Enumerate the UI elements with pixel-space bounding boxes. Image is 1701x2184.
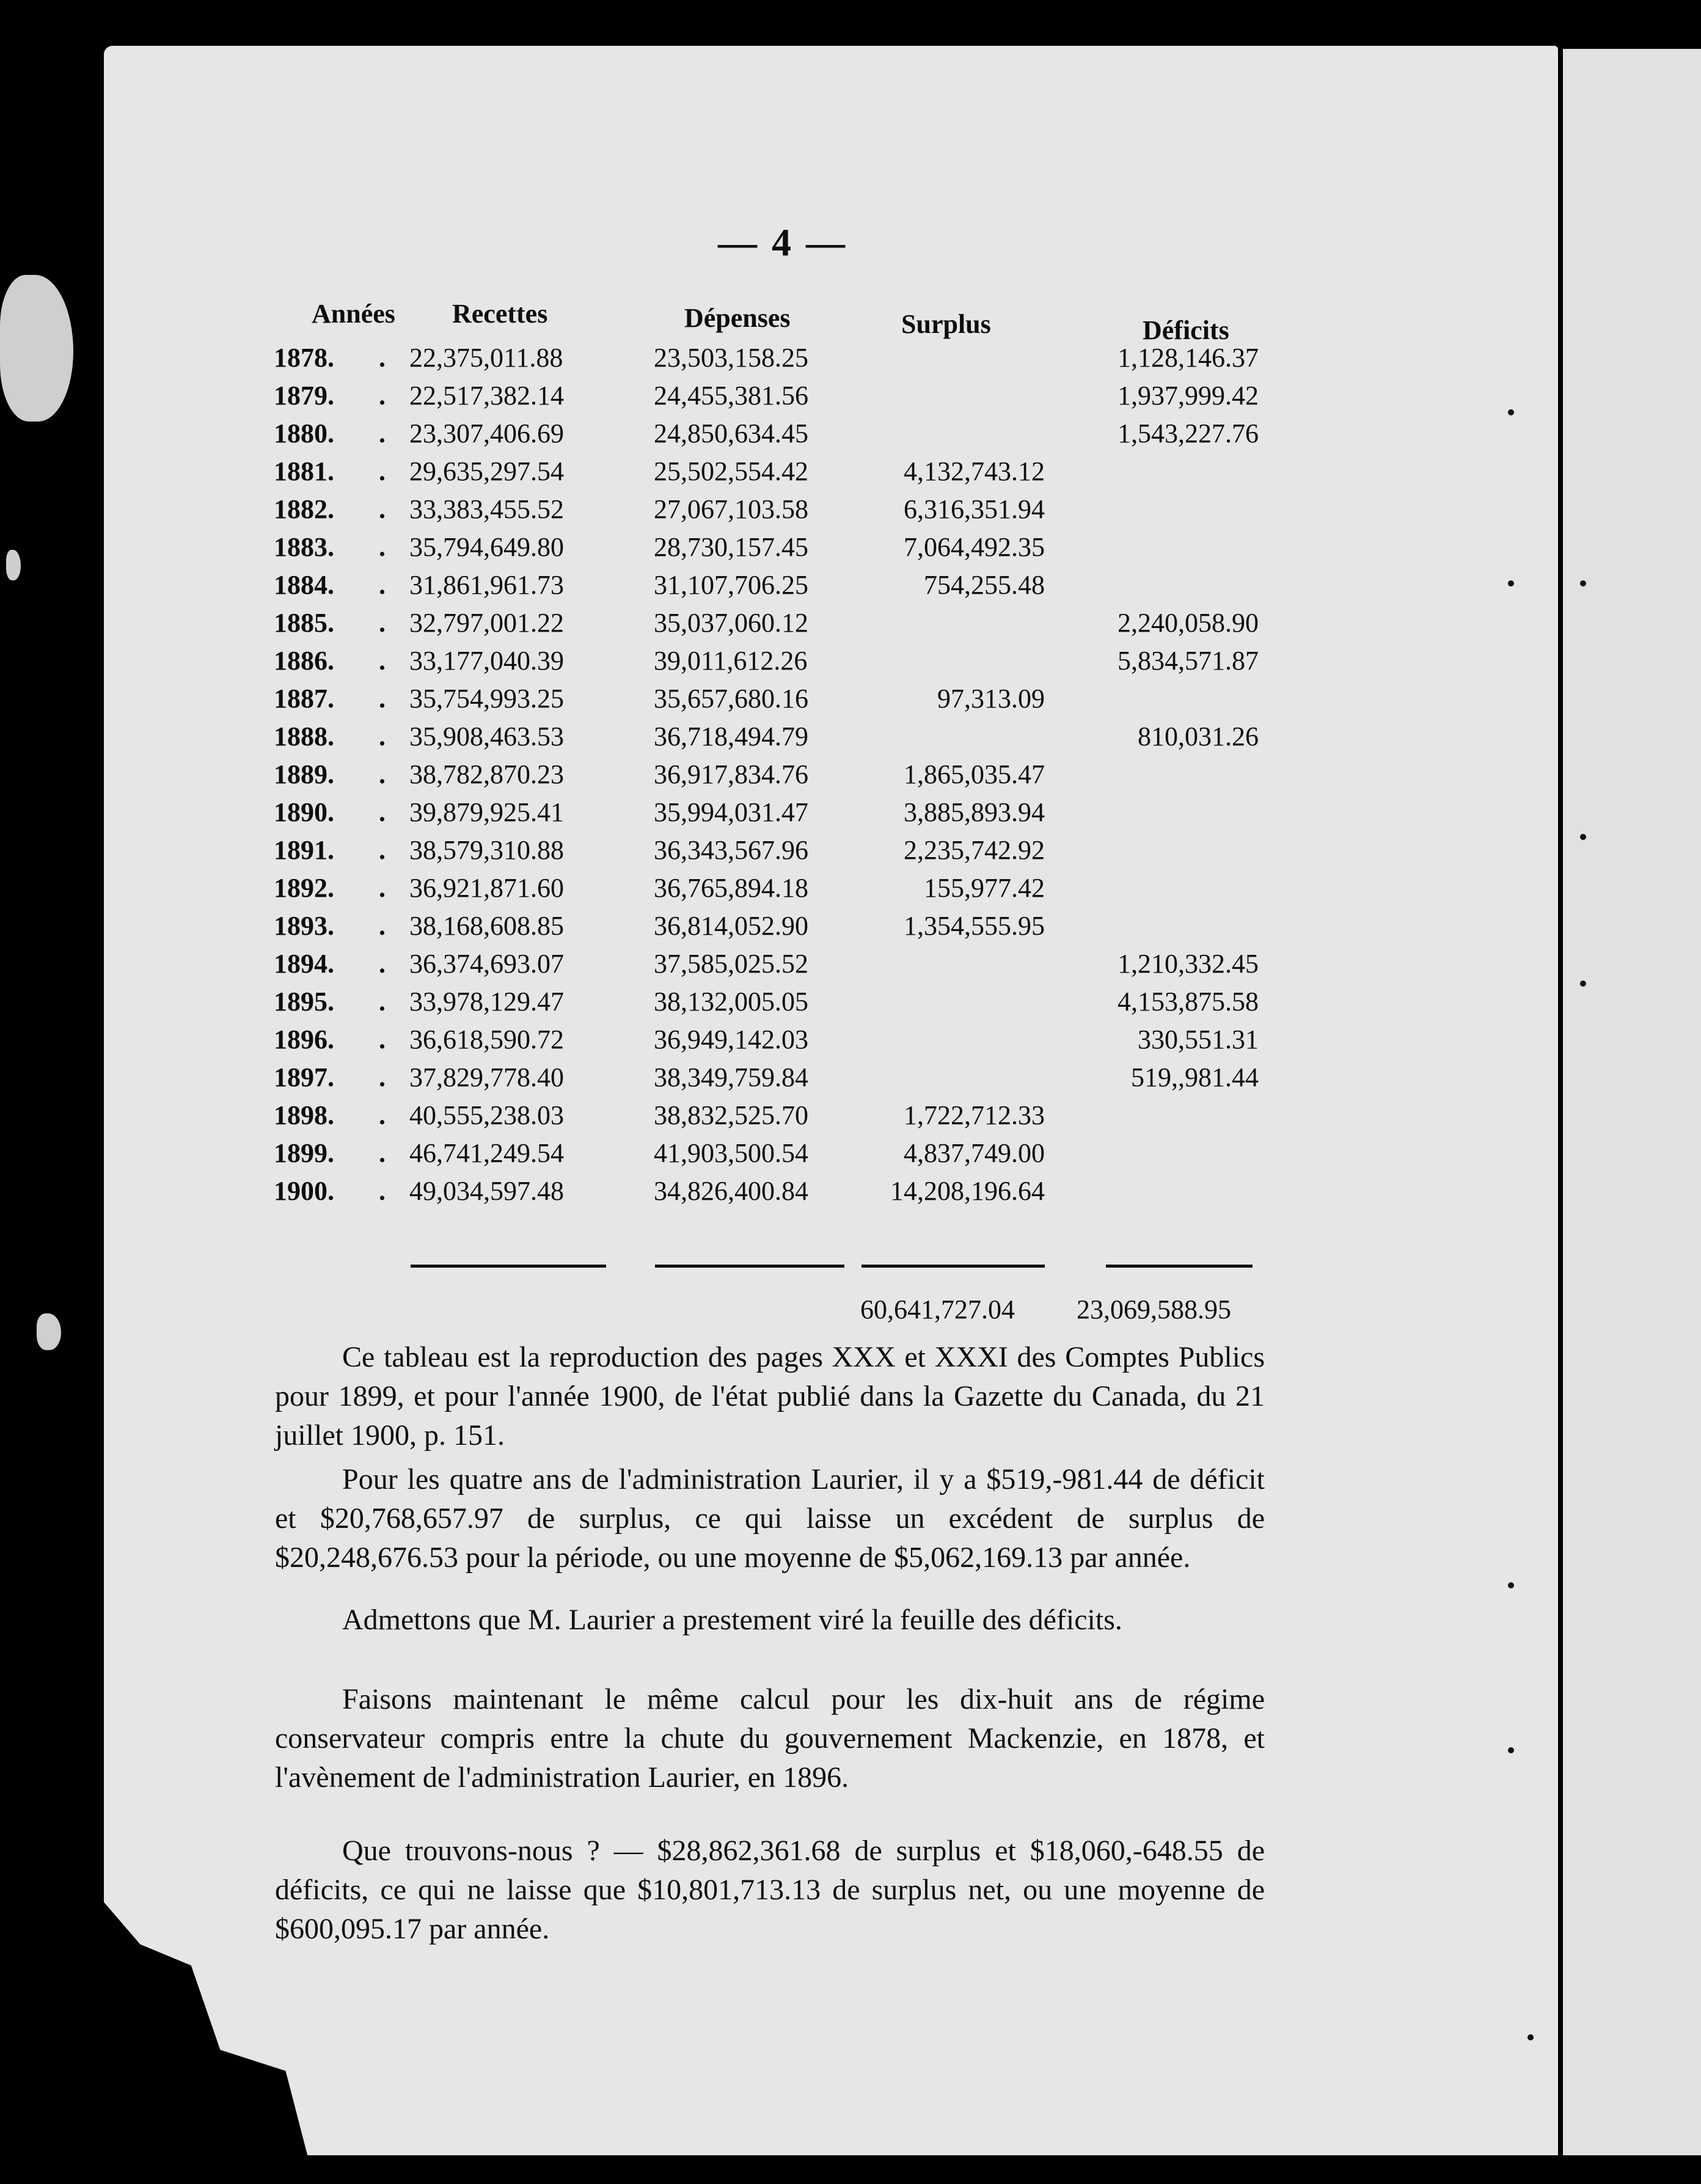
margin-dot (1508, 580, 1514, 586)
paragraph (275, 1680, 1265, 1797)
table-row (269, 835, 1308, 871)
surplus-cell: 4,132,743.12 (904, 456, 1045, 486)
leader-dot: . (379, 721, 386, 751)
recettes-cell: 35,908,463.53 (409, 721, 564, 751)
depenses-cell: 36,917,834.76 (654, 759, 808, 789)
margin-dot (1508, 1747, 1514, 1753)
table-row (269, 380, 1308, 417)
depenses-cell: 31,107,706.25 (654, 570, 808, 600)
recettes-cell: 36,618,590.72 (409, 1024, 564, 1054)
surplus-cell: 1,865,035.47 (904, 759, 1045, 789)
paragraph (275, 1601, 1265, 1640)
table-row (269, 948, 1308, 985)
year-cell: 1883. (274, 532, 334, 562)
depenses-cell: 34,826,400.84 (654, 1176, 808, 1206)
surplus-cell: 3,885,893.94 (904, 797, 1045, 827)
table-row (269, 721, 1308, 758)
year-cell: 1878. (274, 343, 334, 373)
recettes-cell: 40,555,238.03 (409, 1100, 564, 1130)
year-cell: 1899. (274, 1138, 334, 1168)
recettes-cell: 36,921,871.60 (409, 873, 564, 903)
table-row (269, 1175, 1308, 1212)
year-cell: 1887. (274, 684, 334, 714)
depenses-cell: 23,503,158.25 (654, 343, 808, 373)
recettes-cell: 38,782,870.23 (409, 759, 564, 789)
depenses-cell: 36,949,142.03 (654, 1024, 808, 1054)
recettes-cell: 32,797,001.22 (409, 608, 564, 638)
table-row (269, 531, 1308, 568)
column-header-depenses: Dépenses (684, 303, 791, 333)
table-row (269, 759, 1308, 795)
total-rule (411, 1265, 606, 1268)
year-cell: 1890. (274, 797, 334, 827)
deficits-cell: 4,153,875.58 (1118, 987, 1259, 1017)
depenses-cell: 35,657,680.16 (654, 684, 808, 714)
depenses-cell: 35,994,031.47 (654, 797, 808, 827)
depenses-cell: 25,502,554.42 (654, 456, 808, 486)
recettes-cell: 33,177,040.39 (409, 646, 564, 676)
leader-dot: . (379, 532, 386, 562)
surplus-cell: 6,316,351.94 (904, 494, 1045, 524)
margin-dot (1527, 2034, 1534, 2040)
table-row (269, 569, 1308, 606)
table-row (269, 494, 1308, 530)
total-surplus: 60,641,727.04 (860, 1295, 1015, 1324)
paragraph (275, 1832, 1265, 1949)
table-row (269, 456, 1308, 492)
surplus-cell: 14,208,196.64 (890, 1176, 1045, 1206)
year-cell: 1894. (274, 949, 334, 979)
leader-dot: . (379, 949, 386, 979)
paragraph (275, 1338, 1265, 1455)
year-cell: 1881. (274, 456, 334, 486)
depenses-cell: 38,132,005.05 (654, 987, 808, 1017)
page-number: — 4 — (718, 221, 847, 264)
year-cell: 1882. (274, 494, 334, 524)
depenses-cell: 27,067,103.58 (654, 494, 808, 524)
recettes-cell: 33,383,455.52 (409, 494, 564, 524)
year-cell: 1897. (274, 1062, 334, 1092)
year-cell: 1898. (274, 1100, 334, 1130)
depenses-cell: 28,730,157.45 (654, 532, 808, 562)
deficits-cell: 1,128,146.37 (1118, 343, 1259, 373)
column-header-deficits: Déficits (1143, 315, 1229, 345)
deficits-cell: 810,031.26 (1138, 721, 1259, 751)
leader-dot: . (379, 381, 386, 411)
deficits-cell: 2,240,058.90 (1118, 608, 1259, 638)
leader-dot: . (379, 456, 386, 486)
margin-dot (1508, 409, 1514, 415)
recettes-cell: 39,879,925.41 (409, 797, 564, 827)
year-cell: 1895. (274, 987, 334, 1017)
year-cell: 1888. (274, 721, 334, 751)
scan-speck (37, 1313, 61, 1350)
table-row (269, 797, 1308, 833)
leader-dot: . (379, 1176, 386, 1206)
deficits-cell: 1,937,999.42 (1118, 381, 1259, 411)
total-rule (861, 1265, 1045, 1268)
scan-speck (6, 550, 21, 580)
margin-dot (1580, 580, 1586, 586)
leader-dot: . (379, 646, 386, 676)
depenses-cell: 39,011,612.26 (654, 646, 808, 676)
leader-dot: . (379, 418, 386, 448)
column-header-annees: Années (312, 299, 395, 329)
deficits-cell: 5,834,571.87 (1118, 646, 1259, 676)
recettes-cell: 37,829,778.40 (409, 1062, 564, 1092)
surplus-cell: 4,837,749.00 (904, 1138, 1045, 1168)
margin-dot (1580, 981, 1586, 987)
surplus-cell: 2,235,742.92 (904, 835, 1045, 865)
surplus-cell: 155,977.42 (924, 873, 1045, 903)
depenses-cell: 37,585,025.52 (654, 949, 808, 979)
leader-dot: . (379, 873, 386, 903)
table-row (269, 910, 1308, 947)
leader-dot: . (379, 1138, 386, 1168)
depenses-cell: 24,850,634.45 (654, 418, 808, 448)
year-cell: 1900. (274, 1176, 334, 1206)
book-gutter (1558, 0, 1563, 2155)
leader-dot: . (379, 797, 386, 827)
recettes-cell: 38,168,608.85 (409, 911, 564, 941)
year-cell: 1884. (274, 570, 334, 600)
margin-dot (1580, 834, 1586, 840)
table-row (269, 872, 1308, 909)
table-row (269, 1100, 1308, 1136)
depenses-cell: 35,037,060.12 (654, 608, 808, 638)
leader-dot: . (379, 911, 386, 941)
margin-dot (1508, 1582, 1514, 1588)
surplus-cell: 1,354,555.95 (904, 911, 1045, 941)
surplus-cell: 97,313.09 (937, 684, 1045, 714)
recettes-cell: 33,978,129.47 (409, 987, 564, 1017)
depenses-cell: 36,718,494.79 (654, 721, 808, 751)
leader-dot: . (379, 835, 386, 865)
recettes-cell: 35,754,993.25 (409, 684, 564, 714)
recettes-cell: 49,034,597.48 (409, 1176, 564, 1206)
recettes-cell: 29,635,297.54 (409, 456, 564, 486)
deficits-cell: 330,551.31 (1138, 1024, 1259, 1054)
deficits-cell: 519,,981.44 (1131, 1062, 1259, 1092)
recettes-cell: 22,517,382.14 (409, 381, 564, 411)
year-cell: 1891. (274, 835, 334, 865)
table-row (269, 607, 1308, 644)
total-deficits: 23,069,588.95 (1077, 1295, 1231, 1324)
table-row (269, 418, 1308, 455)
recettes-cell: 22,375,011.88 (409, 343, 563, 373)
year-cell: 1893. (274, 911, 334, 941)
column-header-recettes: Recettes (452, 299, 548, 329)
deficits-cell: 1,210,332.45 (1118, 949, 1259, 979)
total-rule (655, 1265, 844, 1268)
year-cell: 1886. (274, 646, 334, 676)
depenses-cell: 36,814,052.90 (654, 911, 808, 941)
leader-dot: . (379, 1100, 386, 1130)
paragraph-text: Ce tableau est la reproduction des pages XXX et XXXI des Comptes Publics pour 1899, et pour l'année 1900, de l'état publié dans la Gazette du Canada, du 21 juillet 1900, p. 151. (275, 1341, 1265, 1452)
leader-dot: . (379, 684, 386, 714)
depenses-cell: 38,349,759.84 (654, 1062, 808, 1092)
year-cell: 1896. (274, 1024, 334, 1054)
leader-dot: . (379, 759, 386, 789)
leader-dot: . (379, 343, 386, 373)
table-row (269, 1138, 1308, 1174)
torn-edge-mark (0, 275, 73, 422)
table-row (269, 1024, 1308, 1061)
recettes-cell: 46,741,249.54 (409, 1138, 564, 1168)
surplus-cell: 7,064,492.35 (904, 532, 1045, 562)
paragraph-text: Admettons que M. Laurier a prestement viré la feuille des déficits. (342, 1604, 1122, 1636)
deficits-cell: 1,543,227.76 (1118, 418, 1259, 448)
surplus-cell: 754,255.48 (924, 570, 1045, 600)
table-row (269, 645, 1308, 682)
depenses-cell: 36,343,567.96 (654, 835, 808, 865)
leader-dot: . (379, 570, 386, 600)
paragraph-text: Que trouvons-nous ? — $28,862,361.68 de surplus et $18,060,-648.55 de déficits, ce qui ne laisse que $10,801,713.13 de surplus net, ou une moyenne de $600,095.17 par année. (275, 1835, 1265, 1945)
depenses-cell: 38,832,525.70 (654, 1100, 808, 1130)
surplus-cell: 1,722,712.33 (904, 1100, 1045, 1130)
paragraph (275, 1460, 1265, 1577)
recettes-cell: 36,374,693.07 (409, 949, 564, 979)
paragraph-text: Pour les quatre ans de l'administration Laurier, il y a $519,-981.44 de déficit et $20,768,657.97 de surplus, ce qui laisse un excédent de surplus de $20,248,676.53 pour la période, ou une moyenne de $5,062,169.13 par année. (275, 1463, 1265, 1574)
recettes-cell: 35,794,649.80 (409, 532, 564, 562)
column-header-surplus: Surplus (901, 309, 991, 339)
depenses-cell: 36,765,894.18 (654, 873, 808, 903)
year-cell: 1885. (274, 608, 334, 638)
depenses-cell: 24,455,381.56 (654, 381, 808, 411)
leader-dot: . (379, 1024, 386, 1054)
leader-dot: . (379, 608, 386, 638)
recettes-cell: 23,307,406.69 (409, 418, 564, 448)
table-row (269, 1062, 1308, 1098)
table-row (269, 683, 1308, 720)
total-rule (1106, 1265, 1253, 1268)
facing-page (1563, 49, 1701, 2155)
year-cell: 1879. (274, 381, 334, 411)
leader-dot: . (379, 987, 386, 1017)
year-cell: 1880. (274, 418, 334, 448)
recettes-cell: 31,861,961.73 (409, 570, 564, 600)
depenses-cell: 41,903,500.54 (654, 1138, 808, 1168)
leader-dot: . (379, 1062, 386, 1092)
recettes-cell: 38,579,310.88 (409, 835, 564, 865)
leader-dot: . (379, 494, 386, 524)
table-row (269, 986, 1308, 1023)
year-cell: 1892. (274, 873, 334, 903)
table-row (269, 342, 1308, 379)
year-cell: 1889. (274, 759, 334, 789)
paragraph-text: Faisons maintenant le même calcul pour les dix-huit ans de régime conservateur compris entre la chute du gouvernement Mackenzie, en 1878, et l'avènement de l'administration Laurier, en 1896. (275, 1683, 1265, 1794)
